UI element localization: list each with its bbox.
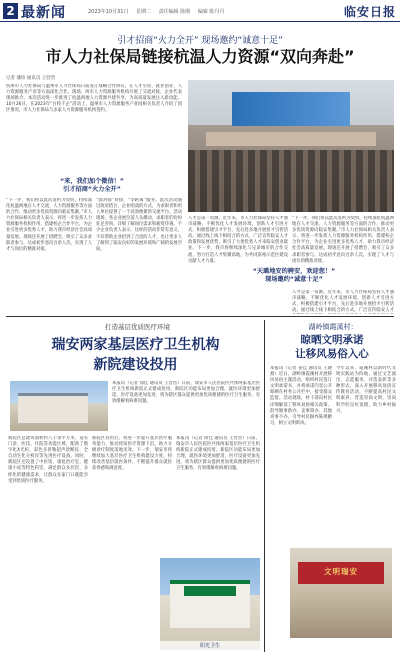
- section-divider: [6, 316, 394, 317]
- pullquote-2-line-2: 现场邀约“诚意十足”: [265, 276, 323, 283]
- lead-pullquote-2: [234, 268, 354, 284]
- photo-caption: 阳光卫生: [160, 641, 260, 650]
- stage: [206, 132, 376, 146]
- lead-column-6: 人才是第一资源。近年来，市人力社保局坚持人才强市战略，不断优化人才发展环境，创新人才引进方式，积极搭建引才平台，先后赴多地开展招才引智活动。通过线上线下相结合的方式，广泛宣传临安人才: [292, 290, 394, 314]
- story2-column-2: 新院区总建筑面积约八千余平方米，设有门诊、医技、住院等功能区域，配备了数字化X光机、彩色多普勒超声诊断仪、全自动生化分析仪等先进医疗设备。同时，新院区还设置了中医馆、康复治疗室、健康小屋等特色科室，满足群众多层次、多样化的健康需求，让群众在家门口就能享受到优质医疗服务。: [8, 436, 88, 484]
- pullquote-2-line-1: “天璐地安的骋安，欢迎您！”: [252, 268, 336, 275]
- page-number: 2: [3, 3, 18, 19]
- issue-date: 2023年10月31日: [88, 9, 129, 15]
- story3-headline: [266, 333, 398, 361]
- story3-kicker: 湖岭镇霞溪村：: [308, 323, 358, 331]
- story2-photo-1: [10, 381, 108, 431]
- pullquote-1-line-2: 引才招商“火力全开”: [63, 186, 121, 193]
- story2-headline-line-2: 新院建设投用: [93, 357, 178, 373]
- lead-column-4: 人才是第一资源。近年来，市人力社保局坚持人才强市战略，不断优化人才发展环境，创新人才引进方式，积极搭建引才平台，先后赴多地开展招才引智活动。通过线上线下相结合的方式，广泛宣传临安人才政策和发展优势，吸引了大批优秀人才来临安创业就业。下一步，我市将继续深化与兄弟城市的合作交流，努力打造人才集聚高地，为共同富裕示范区建设贡献人才力量。: [188, 216, 288, 264]
- banner-text: 文明瑞安: [324, 567, 358, 576]
- lead-photo: [188, 80, 394, 212]
- section-title: 最新闻: [21, 5, 66, 21]
- clinic-sign: [184, 586, 236, 596]
- page-header: [0, 0, 400, 22]
- story2-headline-line-1: 瑞安两家基层医疗卫生机构: [51, 337, 220, 353]
- civilization-banner: [298, 562, 384, 584]
- pullquote-1-line-1: “来，我们加个微信！”: [60, 178, 124, 185]
- story2-headline: [8, 335, 263, 375]
- editor-credit: 责任编辑 陈刚: [158, 9, 191, 15]
- story3-headline-line-2: 让移风易俗入心: [295, 348, 369, 360]
- lead-byline: 记者 潘珍 通讯员 王营营: [6, 76, 56, 81]
- story2-kicker: 打造基层优质医疗环境: [105, 323, 170, 331]
- story3-photo: [290, 548, 392, 638]
- story3-column-2: 今年以来，霞溪村以新时代文明实践站为阵地，通过文艺演出、志愿服务、评选表彰等多种形式，深入开展移风易俗宣传教育活动，不断提高村民文明素养，营造崇尚文明、崇尚科学的良好氛围，助力乡村振兴。: [336, 366, 396, 414]
- issue-meta: [88, 8, 230, 15]
- audience: [188, 150, 394, 212]
- lead-pullquote-1: [32, 178, 152, 194]
- hospital-building: [18, 393, 88, 423]
- stage-screen: [232, 92, 350, 126]
- masthead-logo: 临安日报: [343, 5, 396, 19]
- issue-weekday: 星期二: [136, 9, 152, 15]
- story3-column-1: 本报讯（记者 姜佳 通讯员 王晓燕）近日，湖岭镇霞溪村开展移风易俗主题活动，组织村民签订文明承诺书，并将承诺内容公开晾晒在村务公开栏中，接受群众监督。活动现场，村干部向村民详细解读了移风易俗相关政策，倡导婚事新办、丧事简办、其他喜事不办，引导村民摒弃陈规陋习，树立文明新风。: [270, 366, 332, 426]
- story2-column-4: 本报讯（记者 徐佳 通讯员 王营营）日前，瑞安市人民医院医共体两家基层医疗卫生机构新院正式建成投用。新院区功能布局更加合理，就医环境更加舒适，医疗设备更加先进，将为辖区群众提供更加优质便捷的医疗卫生服务，有效缓解看病难问题。: [176, 436, 260, 472]
- story2-column-1: 本报讯（记者 徐佳 通讯员 王营营）日前，瑞安市人民医院医共体两家基层医疗卫生机构新院正式建成投用。新院区功能布局更加合理，就医环境更加舒适，医疗设备更加先进，将为辖区群众提供更加优质便捷的医疗卫生服务，有效缓解看病难问题。: [112, 381, 260, 405]
- lead-column-5: “下一步，我们将以此次签约为契机，持续深化杭温两地在人才交流、人力资源服务等方面的合作，推动更多优质资源向临安集聚。”市人力社保局相关负责人表示，将进一步发挥人力资源服务机构作用，搭建校企合作平台，为企业引进更多优秀人才，助力我市经济社会高质量发展。现场还开展了招聘会，吸引了众多求职者参与，达成初步意向百余人次，实现了人才与岗位的精准对接。: [292, 216, 394, 264]
- lead-column-3: “面对面”对接，“零距离”服务。此次活动通过政府搭台、企业唱戏的方式，为求职者和用人单位提供了一个高效便捷的交流平台。活动现场，各企业展位前人头攒动，求职者们纷纷驻足咨询，详细了解岗位需求和薪资待遇。不少企业负责人表示，这样的活动非常有意义，不仅帮助企业招到了合适的人才，也让更多人了解到了临安良好的发展环境和广阔的发展空间。: [96, 198, 182, 252]
- lead-headline: 市人力社保局链接杭温人力资源“双向奔赴”: [45, 47, 355, 66]
- lead-column-1: 杭州市人力社保局与温州市人力社保局日前签订战略合作协议，在人才引进、就业创业、人力资源服务产业等方面深化合作。现场，两市人力资源服务机构开展了交流对接，企业代表现场推介。本次活动进一步推进了杭温两地人力资源共建共享，为高质量发展注入新动能。10月26日，在2023年“百校千企”活动上，温州市人力资源服务产业园相关负责人介绍了园区情况，市人力社保局与多家人力资源服务机构签约。: [6, 84, 182, 114]
- story3-headline-line-1: 晾晒文明承诺: [300, 334, 364, 346]
- lead-kicker: 引才招商“火力全开” 现场邀约“诚意十足”: [117, 36, 283, 46]
- lead-column-2: “下一步，我们将以此次签约为契机，持续深化杭温两地在人才交流、人力资源服务等方面的合作，推动更多优质资源向临安集聚。”市人力社保局相关负责人表示，将进一步发挥人力资源服务机构作用，搭建校企合作平台，为企业引进更多优秀人才，助力我市经济社会高质量发展。现场还开展了招聘会，吸引了众多求职者参与，达成初步意向百余人次，实现了人才与岗位的精准对接。: [6, 198, 92, 252]
- designer-credit: 编辑 陈丹丹: [197, 9, 225, 15]
- column-divider: [264, 320, 265, 652]
- story2-column-3: 新院区投用后，将进一步提升基层医疗服务能力，推动优质医疗资源下沉，助力分级诊疗制度落地见效。下一步，瑞安市将继续加大基层医疗卫生机构建设力度，持续改善基层就医条件，不断提升群众就医获得感和满意度。: [92, 436, 172, 472]
- story2-photo-2: [160, 558, 260, 650]
